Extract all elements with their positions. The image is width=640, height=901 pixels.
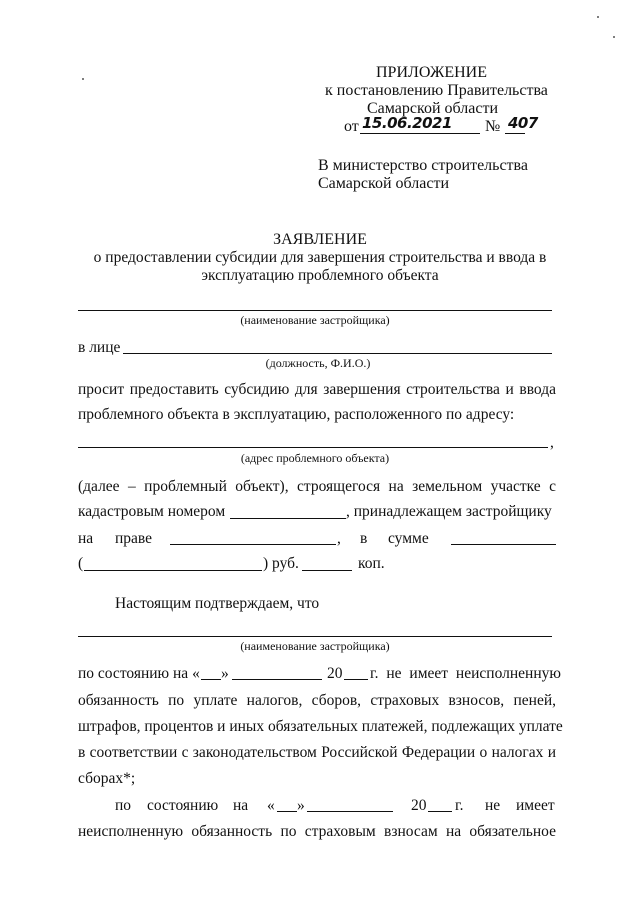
- document-title: ЗАЯВЛЕНИЕ: [273, 231, 367, 248]
- state-year-field[interactable]: [344, 679, 368, 680]
- state-line-5: сборах*;: [78, 770, 136, 787]
- request-line-1: просит предоставить субсидию для завершения строительства и ввода: [78, 381, 556, 398]
- state-line-2: обязанность по уплате налогов, сборов, страховых взносов, пеней,: [78, 692, 556, 709]
- addressee-line-2: Самарской области: [318, 175, 449, 192]
- kopecks-field[interactable]: [302, 570, 352, 571]
- date-underline: [360, 133, 480, 134]
- scan-speck: [613, 36, 615, 38]
- s2-quote-close: »: [297, 797, 305, 814]
- document-subtitle-1: о предоставлении субсидии для завершения строительства и ввода в: [93, 249, 547, 266]
- position-caption: (должность, Ф.И.О.): [265, 356, 371, 370]
- resolution-date-prefix: от: [344, 118, 359, 135]
- s2-year-prefix: 20: [411, 797, 427, 814]
- rub-label: ) руб.: [263, 555, 299, 572]
- s2-word-po: по: [115, 797, 132, 814]
- s2-word-has: имеет: [516, 797, 555, 814]
- addressee-line-1: В министерство строительства: [318, 157, 528, 174]
- s2-year-suffix: г.: [455, 797, 464, 814]
- amount-words-open: (: [78, 555, 84, 572]
- amount-words-field[interactable]: [84, 570, 262, 571]
- scan-speck: [597, 16, 599, 18]
- cadastral-label: кадастровым номером: [78, 503, 226, 520]
- right-type-field[interactable]: [170, 544, 336, 545]
- right-comma: ,: [337, 530, 341, 547]
- number-underline: [505, 133, 525, 134]
- s2-month-field[interactable]: [307, 811, 393, 812]
- state-quote-close: »: [221, 665, 229, 682]
- state-line-4: в соответствии с законодательством Российской Федерации о налогах и: [78, 744, 556, 761]
- in-label: в: [360, 530, 368, 547]
- s2-day-field[interactable]: [277, 811, 297, 812]
- developer-caption: (наименование застройщика): [240, 313, 390, 327]
- scan-speck: [82, 78, 84, 80]
- s2-word-state: состоянию: [147, 797, 219, 814]
- region-line: Самарской области: [367, 100, 498, 117]
- resolution-line: к постановлению Правительства: [325, 82, 548, 99]
- developer-caption-2: (наименование застройщика): [240, 639, 390, 653]
- s2-word-on: на: [233, 797, 249, 814]
- right-on-label: на: [78, 530, 94, 547]
- position-name-field[interactable]: [123, 353, 552, 354]
- state-day-field[interactable]: [201, 679, 221, 680]
- developer-name-field-2[interactable]: [78, 636, 552, 637]
- request-line-2: проблемного объекта в эксплуатацию, расположенного по адресу:: [78, 406, 515, 423]
- cadastral-number-field[interactable]: [230, 518, 346, 519]
- document-subtitle-2: эксплуатацию проблемного объекта: [201, 267, 439, 284]
- state-month-field[interactable]: [232, 679, 322, 680]
- address-comma: ,: [550, 434, 554, 451]
- s2-quote-open: «: [267, 797, 275, 814]
- s2-year-field[interactable]: [428, 811, 452, 812]
- handwritten-number: 407: [508, 114, 538, 132]
- address-caption: (адрес проблемного объекта): [240, 451, 390, 465]
- state-as-of-label: по состоянию на «: [78, 665, 200, 682]
- paragraph-line-1: (далее – проблемный объект), строящегося на земельном участке с: [78, 478, 556, 495]
- amount-label: сумме: [388, 530, 429, 547]
- developer-name-field[interactable]: [78, 310, 552, 311]
- s2-word-not: не: [485, 797, 501, 814]
- in-person-label: в лице: [78, 339, 121, 356]
- appendix-heading: ПРИЛОЖЕНИЕ: [376, 64, 488, 81]
- address-field[interactable]: [78, 447, 548, 448]
- state-no-debt-label: г. не имеет неисполненную: [370, 665, 561, 682]
- handwritten-date: 15.06.2021: [362, 114, 452, 132]
- belongs-label: , принадлежащем застройщику: [346, 503, 552, 520]
- s2-last-line: неисполненную обязанность по страховым взносам на обязательное: [78, 823, 556, 840]
- confirm-line: Настоящим подтверждаем, что: [115, 595, 320, 612]
- kop-label: коп.: [358, 555, 385, 572]
- state-line-3: штрафов, процентов и иных обязательных платежей, подлежащих уплате: [78, 718, 563, 735]
- state-year-prefix: 20: [327, 665, 343, 682]
- amount-digits-field[interactable]: [451, 544, 556, 545]
- right-label: праве: [115, 530, 153, 547]
- number-prefix: №: [485, 118, 501, 135]
